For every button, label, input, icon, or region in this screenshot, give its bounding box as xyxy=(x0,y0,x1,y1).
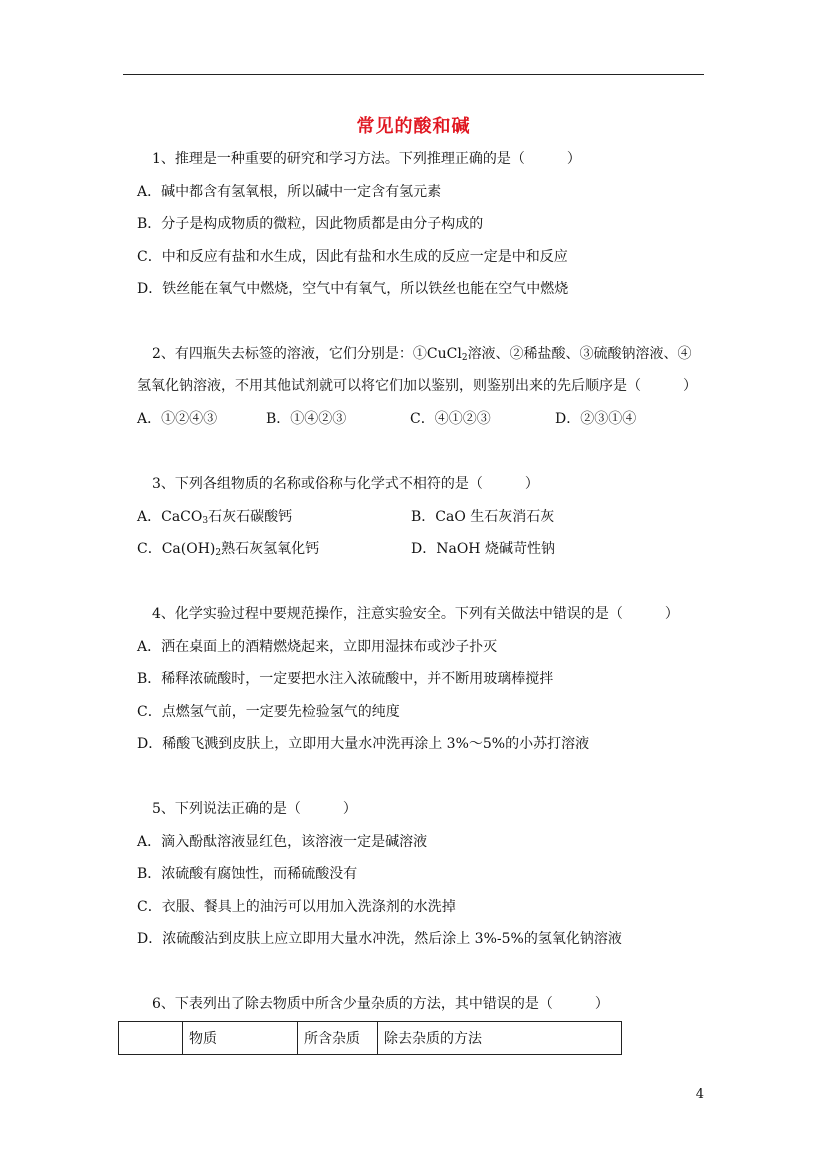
question-3-option-b: B．CaO 生石灰消石灰 xyxy=(411,509,555,525)
question-2-option-b: B．①④②③ xyxy=(266,411,347,427)
impurity-table xyxy=(118,1021,622,1055)
question-4-option-d: D．稀酸飞溅到皮肤上，立即用大量水冲洗再涂上 3%～5%的小苏打溶液 xyxy=(137,736,590,752)
question-1-stem: 1、推理是一种重要的研究和学习方法。下列推理正确的是（ ） xyxy=(152,151,581,167)
question-4-option-c: C．点燃氢气前，一定要先检验氢气的纯度 xyxy=(137,704,400,720)
question-5-option-a: A．滴入酚酞溶液显红色，该溶液一定是碱溶液 xyxy=(137,834,428,850)
question-1-option-c: C．中和反应有盐和水生成，因此有盐和水生成的反应一定是中和反应 xyxy=(137,249,568,265)
question-1-option-a: A．碱中都含有氢氧根，所以碱中一定含有氢元素 xyxy=(137,184,442,200)
page-number: 4 xyxy=(695,1087,704,1102)
question-2-stem-line2: 氢氧化钠溶液，不用其他试剂就可以将它们加以鉴别，则鉴别出来的先后顺序是（ ） xyxy=(137,378,697,394)
page-title: 常见的酸和碱 xyxy=(356,116,471,137)
question-3-option-a-subscript: 3 xyxy=(202,516,209,526)
question-4-stem: 4、化学实验过程中要规范操作，注意实验安全。下列有关做法中错误的是（ ） xyxy=(152,606,679,622)
question-5-option-d: D．浓硫酸沾到皮肤上应立即用大量水冲洗，然后涂上 3%-5%的氢氧化钠溶液 xyxy=(137,931,622,947)
question-5-option-c: C．衣服、餐具上的油污可以用加入洗涤剂的水洗掉 xyxy=(137,899,456,915)
table-header-cell xyxy=(119,1022,183,1055)
question-3-option-d: D．NaOH 烧碱苛性钠 xyxy=(411,541,555,557)
question-3-option-a-part1: A．CaCO xyxy=(137,509,203,525)
question-4-option-b: B．稀释浓硫酸时，一定要把水注入浓硫酸中，并不断用玻璃棒搅拌 xyxy=(137,671,554,687)
question-2-option-d: D．②③①④ xyxy=(555,411,637,427)
question-5-stem: 5、下列说法正确的是（ ） xyxy=(152,801,357,817)
table-header-cell: 物质 xyxy=(183,1022,298,1055)
table-header-row xyxy=(119,1022,622,1055)
question-2-stem-part1: 2、有四瓶失去标签的溶液，它们分别是：①CuCl xyxy=(152,346,462,362)
question-4-option-a: A．洒在桌面上的酒精燃烧起来，立即用湿抹布或沙子扑灭 xyxy=(137,639,498,655)
question-6-stem: 6、下表列出了除去物质中所含少量杂质的方法，其中错误的是（ ） xyxy=(152,996,609,1012)
question-3-option-a-part2: 石灰石碳酸钙 xyxy=(208,509,293,525)
question-2-option-c: C．④①②③ xyxy=(410,411,491,427)
question-1-option-d: D．铁丝能在氧气中燃烧，空气中有氧气，所以铁丝也能在空气中燃烧 xyxy=(137,281,569,297)
question-2-stem xyxy=(152,344,692,368)
question-3-option-c-part1: C．Ca(OH) xyxy=(137,541,216,557)
header-rule xyxy=(123,74,704,75)
question-2-stem-part2: 溶液、②稀盐酸、③硫酸钠溶液、④ xyxy=(467,346,692,362)
question-2-option-a: A．①②④③ xyxy=(137,411,218,427)
question-5-option-b: B．浓硫酸有腐蚀性，而稀硫酸没有 xyxy=(137,866,358,882)
question-3-option-c-part2: 熟石灰氢氧化钙 xyxy=(221,541,320,557)
question-2-subscript: 2 xyxy=(461,353,468,363)
question-3-option-c xyxy=(137,539,319,563)
table-header-cell: 除去杂质的方法 xyxy=(378,1022,622,1055)
question-3-option-c-subscript: 2 xyxy=(215,548,222,558)
table-header-cell: 所含杂质 xyxy=(298,1022,378,1055)
question-3-option-a xyxy=(137,507,292,531)
question-1-option-b: B．分子是构成物质的微粒，因此物质都是由分子构成的 xyxy=(137,216,484,232)
question-3-stem: 3、下列各组物质的名称或俗称与化学式不相符的是（ ） xyxy=(152,476,539,492)
